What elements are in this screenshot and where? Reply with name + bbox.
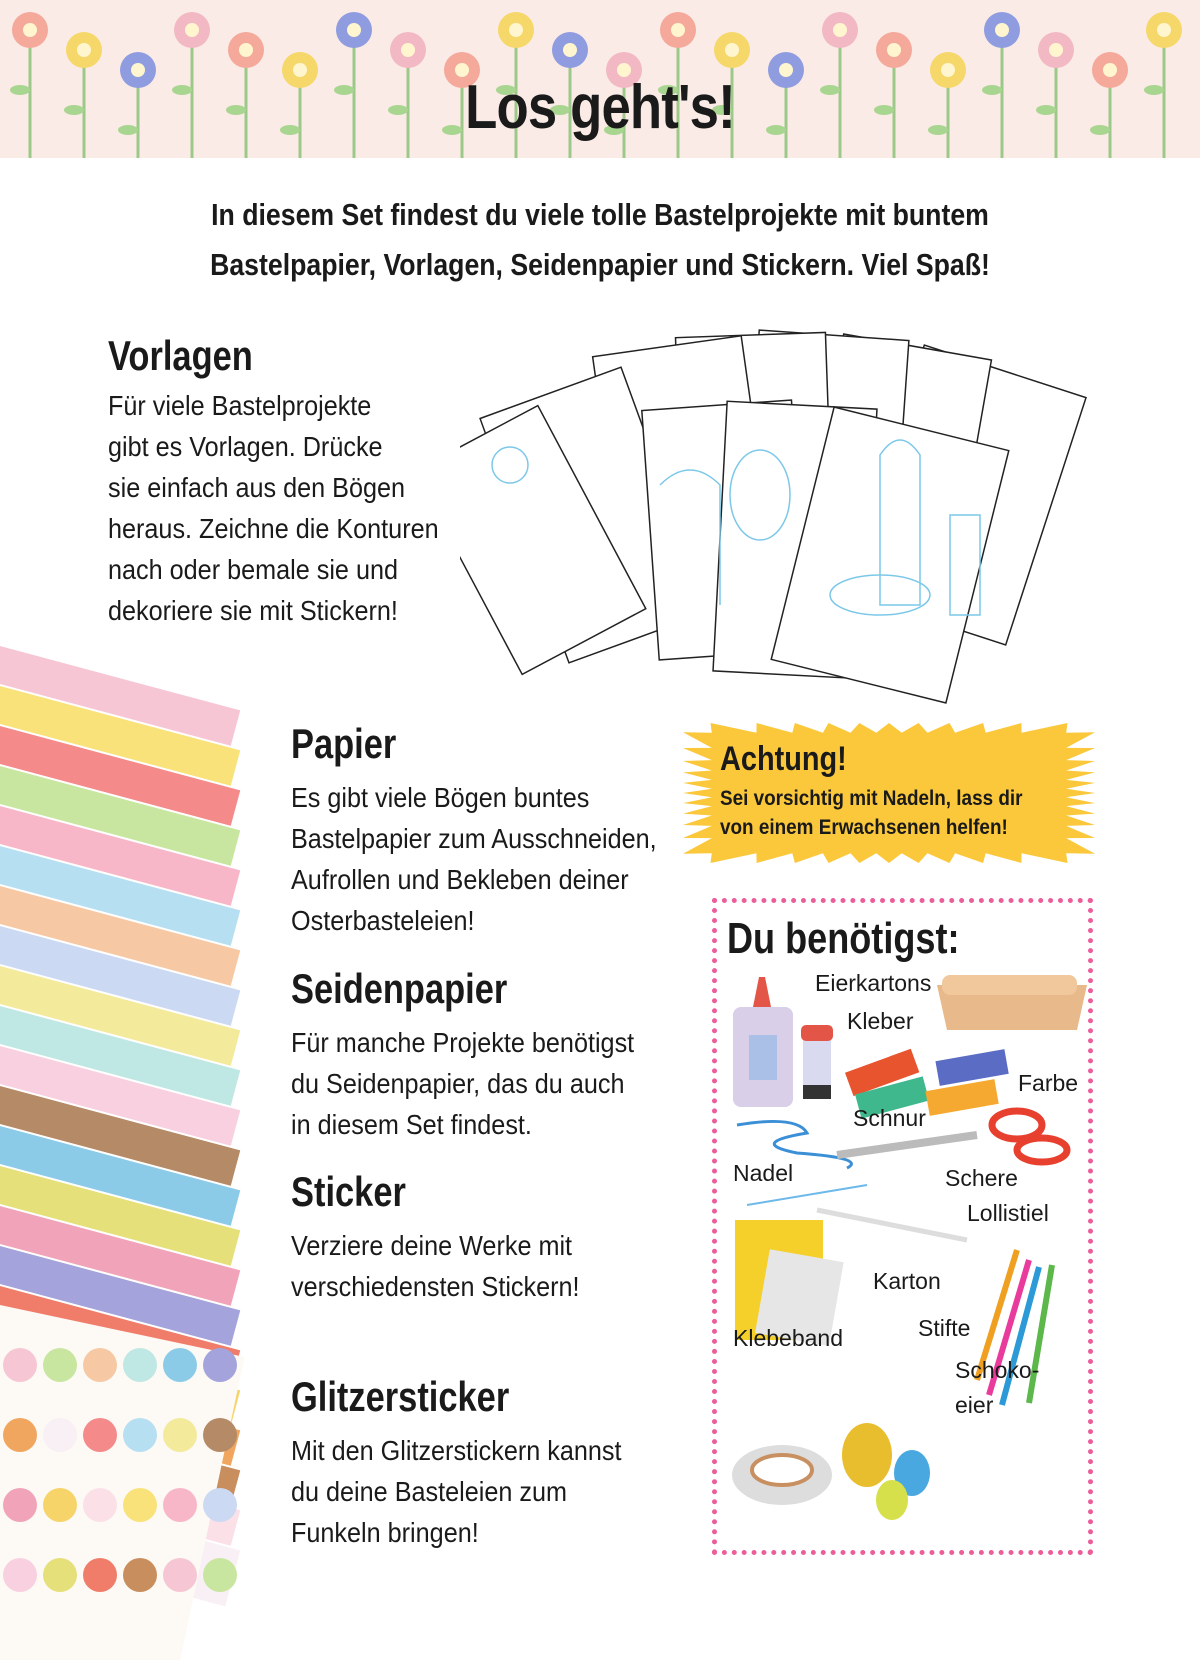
warning-line-2: von einem Erwachsenen helfen! [720,816,1008,839]
sticker-heading: Sticker [291,1168,406,1215]
warning-line-1: Sei vorsichtig mit Nadeln, lass dir [720,787,1023,810]
tape-roll-icon [732,1445,832,1505]
item-klebeband: Klebeband [733,1325,843,1351]
lolly-stick-icon [817,1210,967,1240]
needle-icon [747,1185,867,1205]
text-line: Mit den Glitzerstickern kannst [291,1435,622,1466]
sticker-text [291,1225,580,1307]
glitzersticker-text [291,1430,622,1553]
item-kleber: Kleber [847,1008,914,1034]
chocolate-eggs-icon [842,1423,930,1520]
text-line: heraus. Zeichne die Konturen [108,513,439,544]
item-nadel: Nadel [733,1160,794,1186]
seidenpapier-heading: Seidenpapier [291,965,508,1012]
item-karton: Karton [873,1268,941,1294]
warning-title: Achtung! [720,740,847,778]
vorlagen-text [108,385,439,631]
seidenpapier-text [291,1022,634,1145]
vorlagen-heading: Vorlagen [108,332,253,379]
text-line: Aufrollen und Bekleben deiner [291,864,629,895]
text-line: Funkeln bringen! [291,1517,479,1548]
text-line: Für viele Bastelprojekte [108,390,372,421]
text-line: du deine Basteleien zum [291,1476,567,1507]
text-line: sie einfach aus den Bögen [108,472,406,503]
page-title: Los geht's! [465,73,735,142]
item-schere: Schere [945,1165,1018,1191]
paper-stack-illustration [0,645,260,1660]
item-schnur: Schnur [853,1105,926,1131]
text-line: in diesem Set findest. [291,1109,532,1140]
template-sheets-illustration [460,325,1150,705]
text-line: dekoriere sie mit Stickern! [108,595,398,626]
item-stifte: Stifte [918,1315,971,1341]
text-line: Verziere deine Werke mit [291,1230,573,1261]
text-line: Für manche Projekte benötigst [291,1027,635,1058]
materials-illustrations [717,955,1088,1550]
glue-bottle-icon [733,977,793,1107]
item-farbe: Farbe [1018,1070,1079,1096]
text-line: nach oder bemale sie und [108,554,398,585]
item-eier: eier [955,1392,994,1418]
item-lollistiel: Lollistiel [967,1200,1049,1226]
text-line: Es gibt viele Bögen buntes [291,782,590,813]
papier-heading: Papier [291,720,397,767]
item-schoko: Schoko- [955,1357,1040,1383]
intro-line-1: In diesem Set findest du viele tolle Bastelprojekte mit buntem [211,197,989,232]
text-line: du Seidenpapier, das du auch [291,1068,625,1099]
glue-stick-icon [801,1025,833,1099]
text-line: Bastelpapier zum Ausschneiden, [291,823,657,854]
text-line: Osterbasteleien! [291,905,475,936]
text-line: verschiedensten Stickern! [291,1271,580,1302]
papier-text [291,777,657,941]
glitzersticker-heading: Glitzersticker [291,1373,510,1420]
egg-carton-icon [937,975,1087,1030]
item-eierkartons: Eierkartons [815,970,932,996]
materials-title: Du benötigst: [727,914,960,963]
intro-line-2: Bastelpapier, Vorlagen, Seidenpapier und Stickern. Viel Spaß! [210,247,990,282]
text-line: gibt es Vorlagen. Drücke [108,431,383,462]
